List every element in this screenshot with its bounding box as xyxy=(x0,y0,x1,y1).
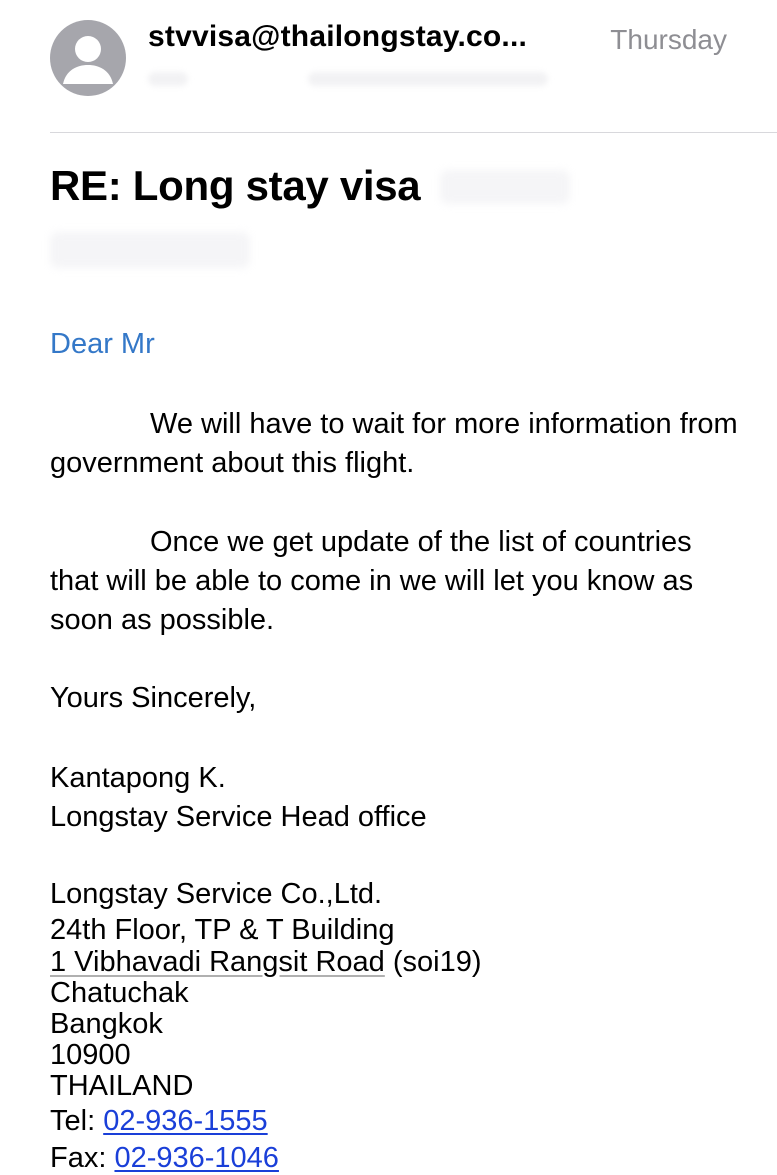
signature-name: Kantapong K. xyxy=(50,762,226,794)
body-paragraph-1 xyxy=(50,405,740,483)
recipients-redacted[interactable] xyxy=(148,64,568,94)
person-silhouette-icon xyxy=(50,20,126,96)
address-road-suffix: (soi19) xyxy=(384,946,482,978)
address-postcode: 10900 xyxy=(50,1039,131,1071)
fax-link[interactable]: 02-936-1046 xyxy=(114,1142,279,1174)
sender-avatar[interactable] xyxy=(50,20,126,96)
redacted-name-blur xyxy=(440,170,570,204)
tel-line xyxy=(50,1106,268,1137)
header-divider xyxy=(50,132,777,133)
signature-title: Longstay Service Head office xyxy=(50,801,427,833)
address-company: Longstay Service Co.,Ltd. xyxy=(50,878,383,910)
address-building: 24th Floor, TP & T Building xyxy=(50,914,395,946)
paragraph-2-text: Once we get update of the list of countries that will be able to come in we will let you know as soon as possible. xyxy=(50,526,694,636)
address-district: Chatuchak xyxy=(50,977,189,1009)
sender-address[interactable]: stvvisa@thailongstay.co... xyxy=(148,20,528,53)
address-country: THAILAND xyxy=(50,1070,194,1102)
fax-label: Fax: xyxy=(50,1142,115,1174)
message-subject: RE: Long stay visa xyxy=(50,162,421,209)
redacted-name-blur-2 xyxy=(50,232,250,268)
closing-text: Yours Sincerely, xyxy=(50,682,257,714)
tel-label: Tel: xyxy=(50,1105,104,1137)
fax-line xyxy=(50,1142,310,1174)
greeting-text: Dear Mr xyxy=(50,328,155,360)
paragraph-1-text: We will have to wait for more information from government about this flight. xyxy=(50,408,738,479)
body-paragraph-2 xyxy=(50,523,740,640)
address-road-link[interactable]: 1 Vibhavadi Rangsit Road xyxy=(50,946,385,978)
address-city: Bangkok xyxy=(50,1008,163,1040)
message-header xyxy=(0,0,777,134)
tel-link[interactable]: 02-936-1555 xyxy=(103,1105,268,1137)
address-road-line xyxy=(50,947,482,978)
message-date: Thursday xyxy=(610,24,727,55)
